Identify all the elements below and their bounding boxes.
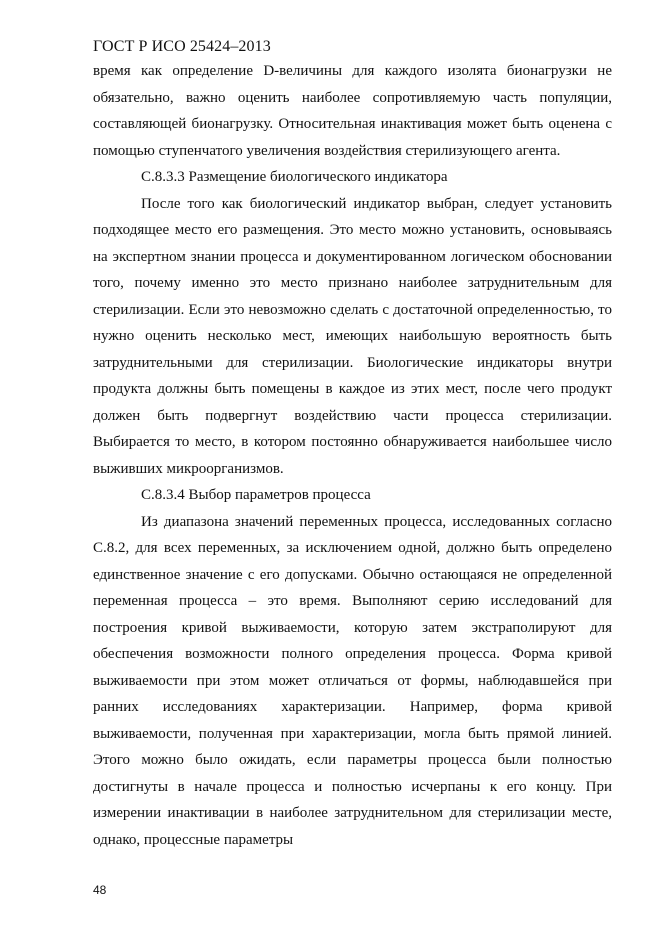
- page-number: 48: [93, 883, 107, 897]
- section-heading-c834: С.8.3.4 Выбор параметров процесса: [141, 487, 371, 503]
- paragraph-indicator-placement: После того как биологический индикатор выбран, следует установить подходящее место его размещения. Это место можно установить, основываясь на экспертном знании процесса и документированном логическом обосновании того, почему именно это место признано наиболее затруднительным для стерилизации. Если это невозможно сделать с достаточной определенностью, то нужно оценить несколько мест, имеющих наибольшую вероятность быть затруднительными для стерилизации. Биологические индикаторы внутри продукта должны быть помещены в каждое из этих мест, после чего продукт должен быть подвергнут воздействию части процесса стерилизации. Выбирается то место, в котором постоянно обнаруживается наибольшее число выживших микроорганизмов.: [93, 195, 612, 477]
- document-header: ГОСТ Р ИСО 25424–2013: [93, 38, 271, 55]
- paragraph-continuation: время как определение D-величины для каждого изолята бионагрузки не обязательно, важно оценить наиболее сопротивляемую часть популяции, составляющей бионагрузку. Относительная инактивация может быть оценена с помощью ступенчатого увеличения воздействия стерилизующего агента.: [93, 63, 612, 159]
- body-text: [93, 58, 612, 853]
- paragraph-process-parameters: Из диапазона значений переменных процесса, исследованных согласно С.8.2, для всех переменных, за исключением одной, должно быть определено единственное значение с его допусками. Обычно остающаяся не определенной переменная процесса – это время. Выполняют серию исследований для построения кривой выживаемости, которую затем экстраполируют для обеспечения возможности полного определения процесса. Форма кривой выживаемости при этом может отличаться от формы, наблюдавшейся при ранних исследованиях характеризации. Например, форма кривой выживаемости, полученная при характеризации, могла быть прямой линией. Этого можно было ожидать, если параметры процесса были полностью достигнуты в начале процесса и полностью исчерпаны к его концу. При измерении инактивации в наиболее затруднительном для стерилизации месте, однако, процессные параметры: [93, 513, 612, 848]
- section-heading-c833: С.8.3.3 Размещение биологического индикатора: [141, 169, 448, 185]
